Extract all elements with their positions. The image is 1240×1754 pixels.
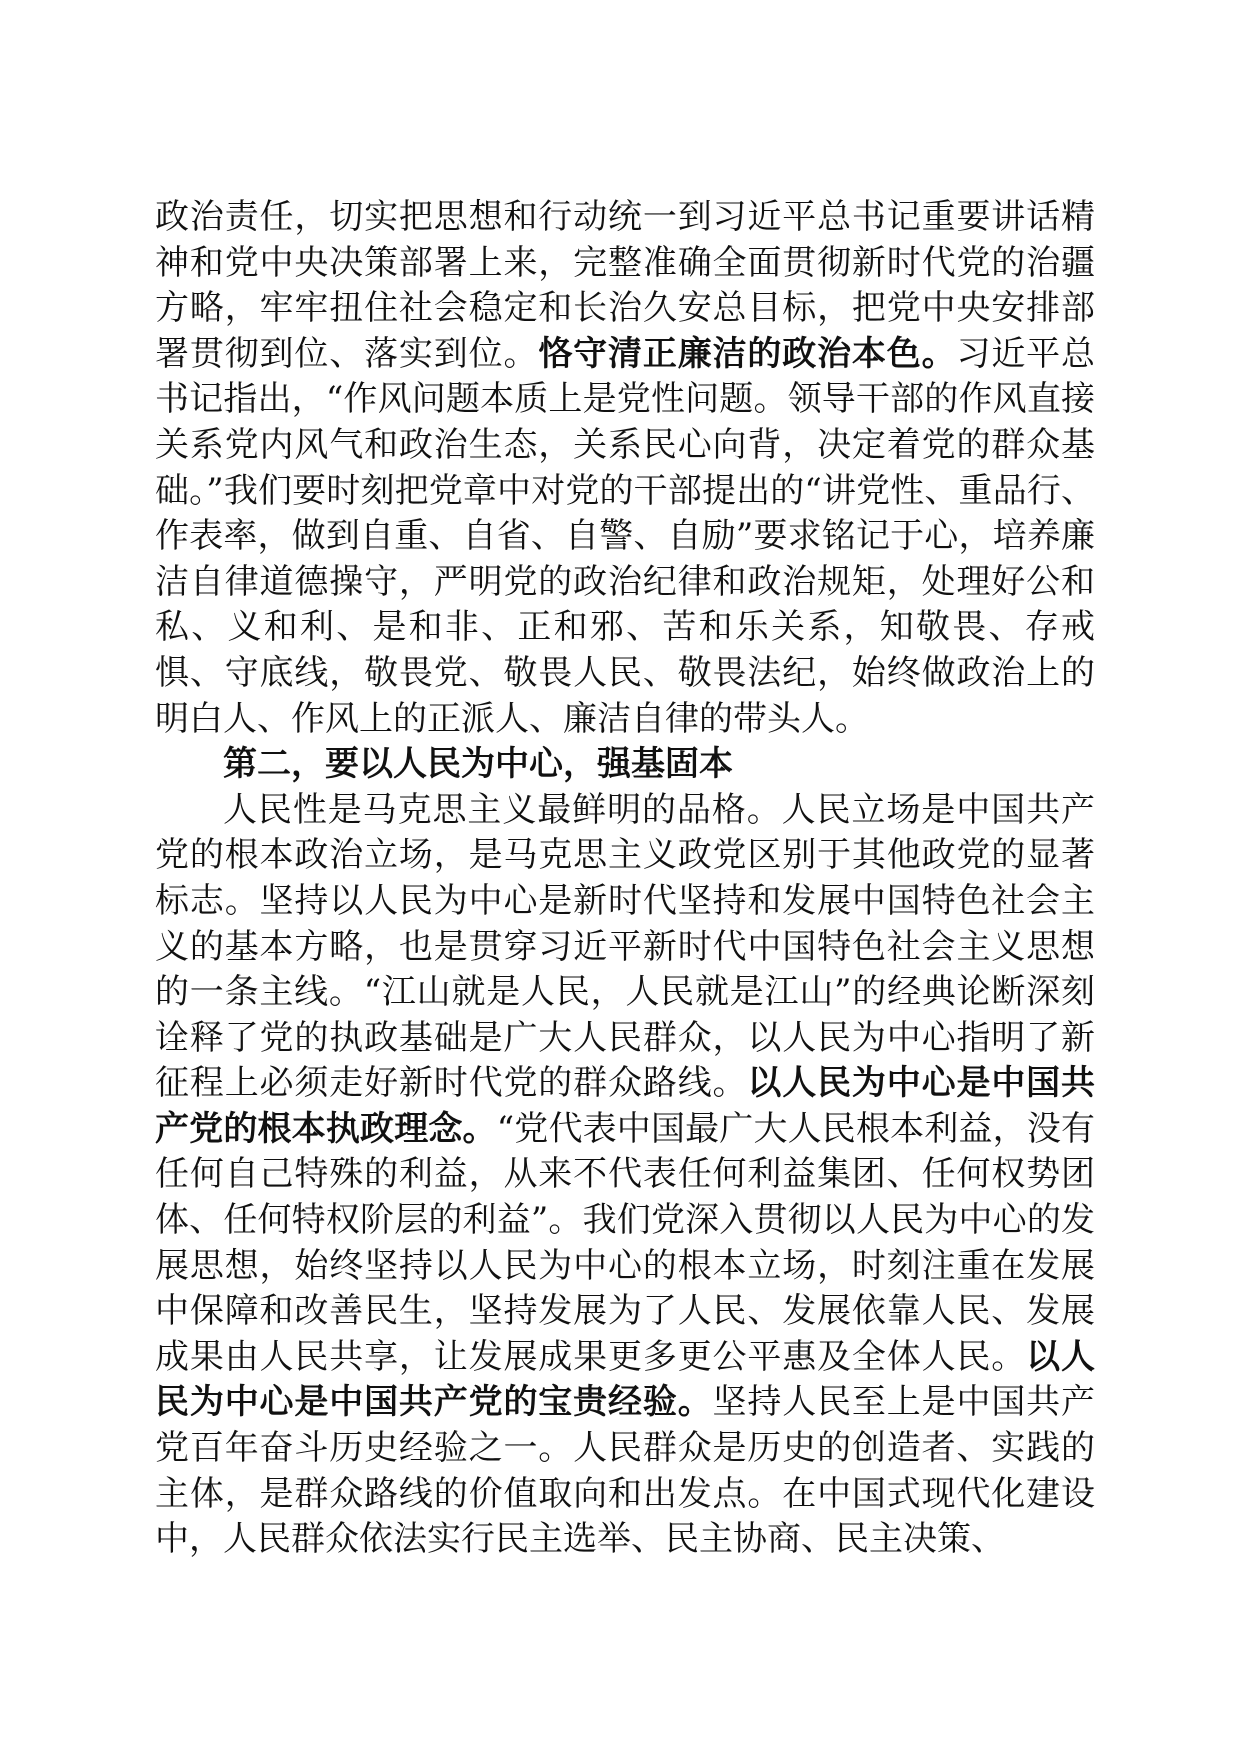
section-heading: 第二，要以人民为中心，强基固本 [223,744,733,785]
paragraph-people-centered [155,788,1095,1563]
bold-lead-integrity: 恪守清正廉洁的政治本色。 [538,333,957,374]
paragraph-integrity [155,195,1095,742]
paragraph-body-text: 习近平总书记指出，“作风问题本质上是党性问题。领导干部的作风直接关系党内风气和政治生态，关系民心向背，决定着党的群众基础。”我们要时刻把党章中对党的干部提出的“讲党性、重品行、作表率，做到自重、自省、自警、自励”要求铭记于心，培养廉洁自律道德操守，严明党的政治纪律和政治规矩，处理好公和私、义和利、是和非、正和邪、苦和乐关系，知敬畏、存戒惧、守底线，敬畏党、敬畏人民、敬畏法纪，始终做政治上的明白人、作风上的正派人、廉洁自律的带头人。 [155,333,1096,739]
paragraph-text-2: “党代表中国最广大人民根本利益，没有任何自己特殊的利益，从来不代表任何利益集团、任何权势团体、任何特权阶层的利益”。我们党深入贯彻以人民为中心的发展思想，始终坚持以人民为中心的根本立场，时刻注重在发展中保障和改善民生，坚持发展为了人民、发展依靠人民、发展成果由人民共享，让发展成果更多更公平惠及全体人民。 [155,1108,1096,1377]
bold-lead-valuable-experience: 以人民为中心是中国共产党的宝贵经验。 [155,1336,1096,1423]
paragraph-text-3: 坚持人民至上是中国共产党百年奋斗历史经验之一。人民群众是历史的创造者、实践的主体，是群众路线的价值取向和出发点。在中国式现代化建设中，人民群众依法实行民主选举、民主协商、民主决策、 [155,1382,1096,1560]
paragraph-text-1: 人民性是马克思主义最鲜明的品格。人民立场是中国共产党的根本政治立场，是马克思主义政党区别于其他政党的显著标志。坚持以人民为中心是新时代坚持和发展中国特色社会主义的基本方略，也是贯穿习近平新时代中国特色社会主义思想的一条主线。“江山就是人民，人民就是江山”的经典论断深刻诠释了党的执政基础是广大人民群众，以人民为中心指明了新征程上必须走好新时代党的群众路线。 [155,789,1095,1104]
paragraph-continuation-text: 政治责任，切实把思想和行动统一到习近平总书记重要讲话精神和党中央决策部署上来，完整准确全面贯彻新时代党的治疆方略，牢牢扭住社会稳定和长治久安总目标，把党中央安排部署贯彻到位、落实到位。 [155,197,1095,374]
bold-lead-governing-concept: 以人民为中心是中国共产党的根本执政理念。 [155,1063,1096,1149]
document-page [155,195,1095,1563]
